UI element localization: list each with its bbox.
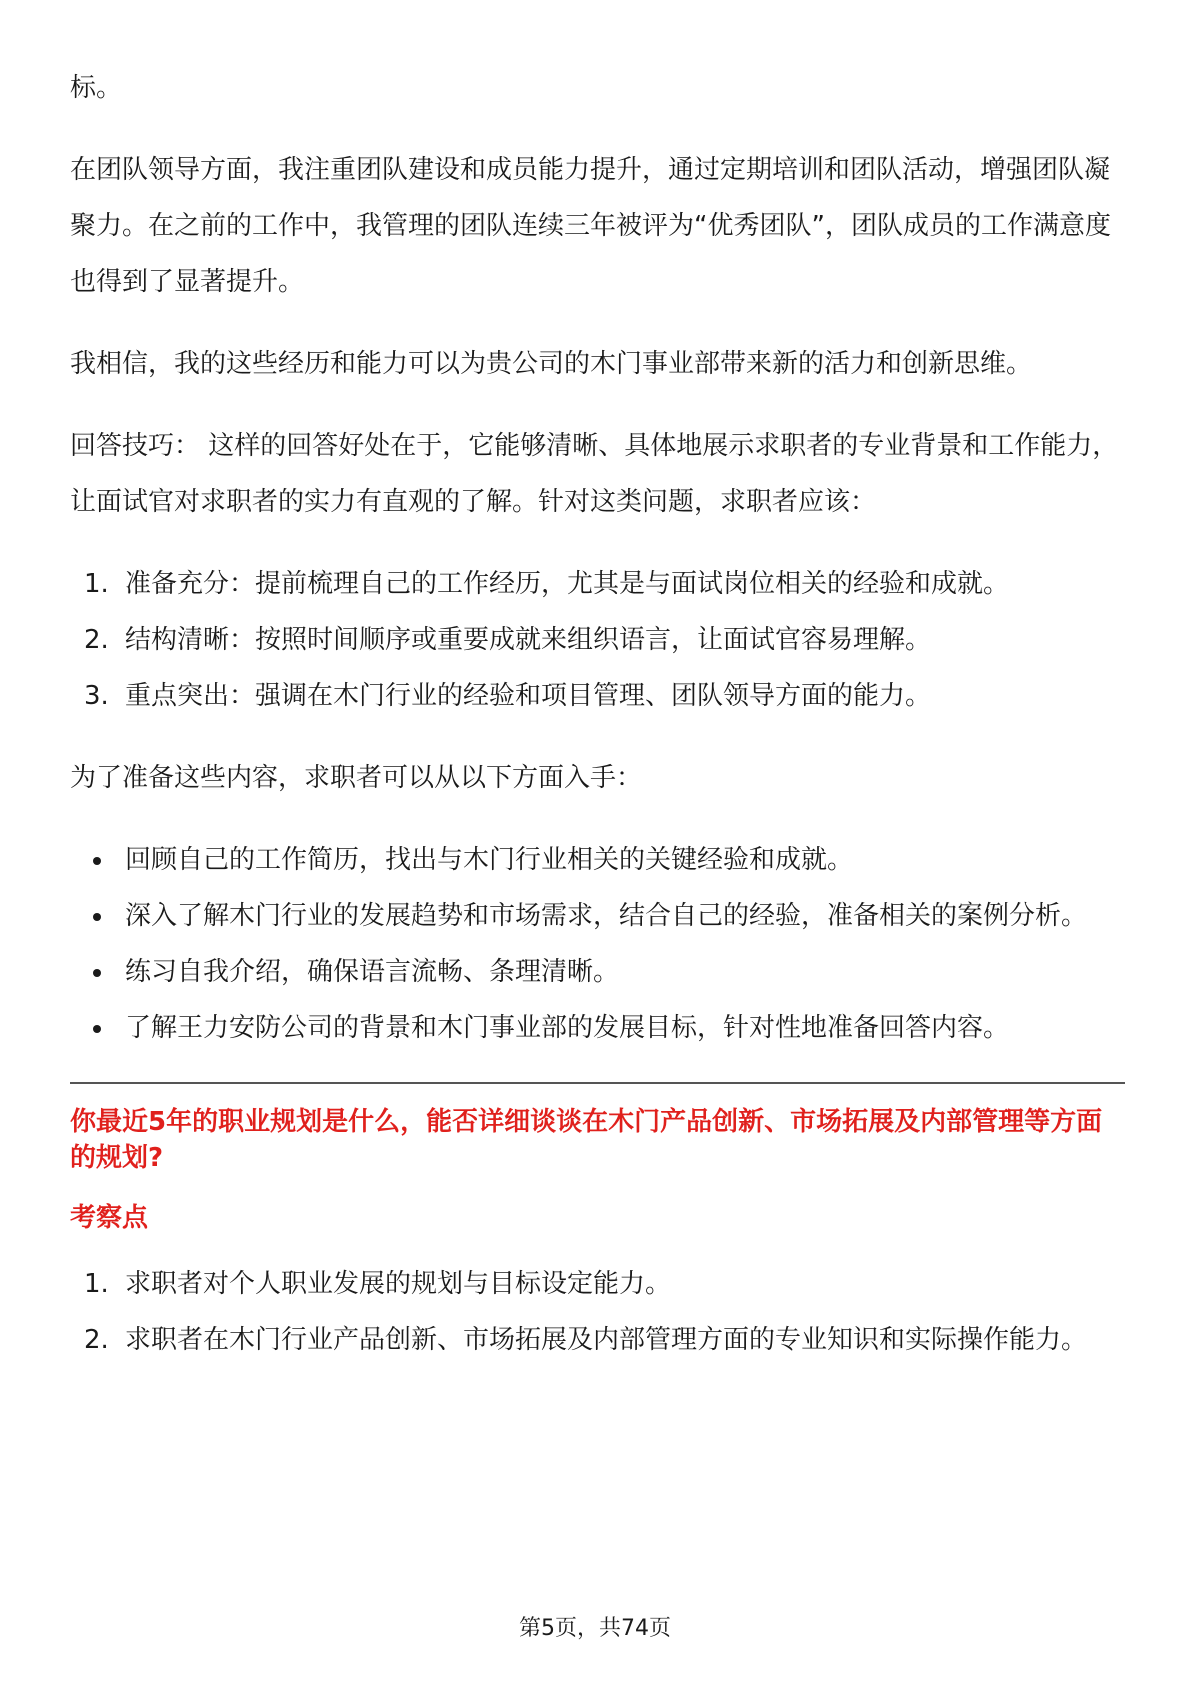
list-item-text: 回顾自己的工作简历，找出与木门行业相关的关键经验和成就。 xyxy=(125,845,854,875)
list-item-text: 练习自我介绍，确保语言流畅、条理清晰。 xyxy=(125,957,620,987)
list-item-text: 了解王力安防公司的背景和木门事业部的发展目标，针对性地准备回答内容。 xyxy=(125,1013,1010,1043)
list-item xyxy=(70,612,1125,668)
list-number: 1. xyxy=(84,569,109,599)
paragraph-preparation-intro: 为了准备这些内容，求职者可以从以下方面入手： xyxy=(70,763,643,793)
list-item-text: 结构清晰：按照时间顺序或重要成就来组织语言，让面试官容易理解。 xyxy=(125,625,932,655)
list-number: 2. xyxy=(84,1325,109,1355)
list-number: 3. xyxy=(84,681,109,711)
list-item xyxy=(70,1000,1125,1056)
page-content xyxy=(70,60,1125,1394)
list-item xyxy=(70,556,1125,612)
list-item xyxy=(70,888,1125,944)
paragraph-continuation: 标。 xyxy=(70,73,123,103)
list-item-text: 求职者在木门行业产品创新、市场拓展及内部管理方面的专业知识和实际操作能力。 xyxy=(125,1325,1088,1355)
list-item-text: 求职者对个人职业发展的规划与目标设定能力。 xyxy=(125,1269,672,1299)
list-item xyxy=(70,944,1125,1000)
section-divider xyxy=(70,1082,1125,1084)
list-item xyxy=(70,1256,1125,1312)
list-item xyxy=(70,668,1125,724)
list-item-text: 准备充分：提前梳理自己的工作经历，尤其是与面试岗位相关的经验和成就。 xyxy=(125,569,1010,599)
paragraph-answer-tips: 回答技巧： 这样的回答好处在于，它能够清晰、具体地展示求职者的专业背景和工作能力，让面试官对求职者的实力有直观的了解。针对这类问题，求职者应该： xyxy=(70,431,1119,517)
bullet-icon xyxy=(93,913,101,921)
list-number: 2. xyxy=(84,625,109,655)
paragraph-belief: 我相信，我的这些经历和能力可以为贵公司的木门事业部带来新的活力和创新思维。 xyxy=(70,349,1033,379)
paragraph-team-leadership: 在团队领导方面，我注重团队建设和成员能力提升，通过定期培训和团队活动，增强团队凝聚力。在之前的工作中，我管理的团队连续三年被评为“优秀团队”，团队成员的工作满意度也得到了显著提升。 xyxy=(70,155,1111,297)
preparation-bullet-list xyxy=(70,832,1125,1056)
check-points-list xyxy=(70,1256,1125,1368)
list-item xyxy=(70,1312,1125,1368)
list-number: 1. xyxy=(84,1269,109,1299)
page-footer: 第5页，共74页 xyxy=(519,1616,671,1641)
interview-question: 你最近5年的职业规划是什么，能否详细谈谈在木门产品创新、市场拓展及内部管理等方面的规划? xyxy=(70,1107,1103,1173)
tips-numbered-list xyxy=(70,556,1125,724)
list-item-text: 重点突出：强调在木门行业的经验和项目管理、团队领导方面的能力。 xyxy=(125,681,932,711)
bullet-icon xyxy=(93,969,101,977)
list-item-text: 深入了解木门行业的发展趋势和市场需求，结合自己的经验，准备相关的案例分析。 xyxy=(125,901,1088,931)
bullet-icon xyxy=(93,857,101,865)
section-heading: 考察点 xyxy=(70,1203,149,1233)
list-item xyxy=(70,832,1125,888)
bullet-icon xyxy=(93,1025,101,1033)
